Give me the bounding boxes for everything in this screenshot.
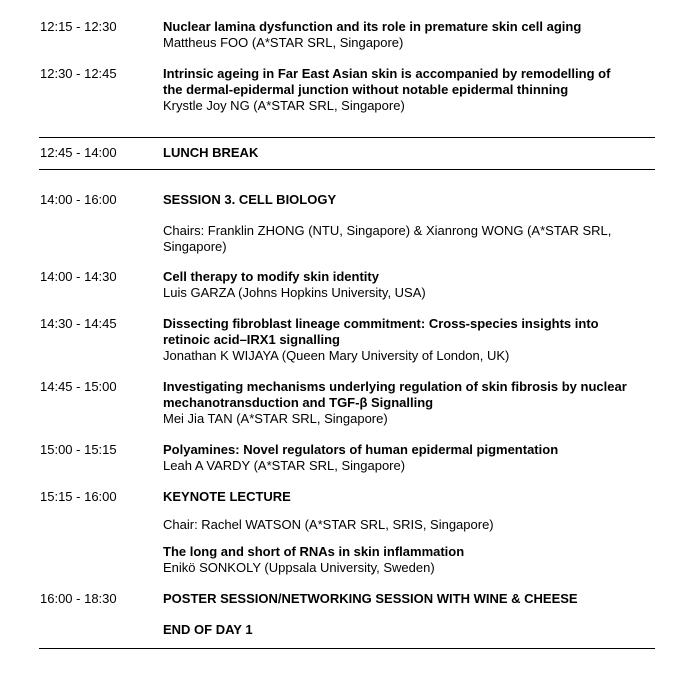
- session-chairs-line: Singapore): [163, 239, 227, 254]
- time-slot: 12:45 - 14:00: [40, 145, 117, 160]
- speaker: Luis GARZA (Johns Hopkins University, USA): [163, 285, 426, 300]
- talk-title: Cell therapy to modify skin identity: [163, 269, 379, 284]
- talk-title: Polyamines: Novel regulators of human epidermal pigmentation: [163, 442, 559, 457]
- section-divider: [39, 137, 655, 138]
- session-chairs-line: Chairs: Franklin ZHONG (NTU, Singapore) & Xianrong WONG (A*STAR SRL,: [163, 223, 612, 238]
- keynote-title: KEYNOTE LECTURE: [163, 489, 291, 504]
- time-slot: 14:00 - 14:30: [40, 269, 117, 284]
- time-slot: 15:15 - 16:00: [40, 489, 117, 504]
- talk-title-line: retinoic acid–IRX1 signalling: [163, 332, 340, 347]
- session-title: POSTER SESSION/NETWORKING SESSION WITH WINE & CHEESE: [163, 591, 578, 606]
- break-title: LUNCH BREAK: [163, 145, 259, 160]
- talk-title: Nuclear lamina dysfunction and its role in premature skin cell aging: [163, 19, 582, 34]
- time-slot: 14:45 - 15:00: [40, 379, 117, 394]
- speaker: Leah A VARDY (A*STAR SRL, Singapore): [163, 458, 406, 473]
- talk-title-line: Dissecting fibroblast lineage commitment: Cross-species insights into: [163, 316, 599, 331]
- talk-title-line: Investigating mechanisms underlying regulation of skin fibrosis by nuclear: [163, 379, 627, 394]
- talk-title-line: mechanotransduction and TGF-β Signalling: [163, 395, 434, 410]
- end-of-day-label: END OF DAY 1: [163, 622, 253, 637]
- time-slot: 15:00 - 15:15: [40, 442, 117, 457]
- talk-title-line: Intrinsic ageing in Far East Asian skin is accompanied by remodelling of: [163, 66, 611, 81]
- speaker: Mattheus FOO (A*STAR SRL, Singapore): [163, 35, 404, 50]
- time-slot: 14:30 - 14:45: [40, 316, 117, 331]
- session-title: SESSION 3. CELL BIOLOGY: [163, 192, 337, 207]
- speaker: Krystle Joy NG (A*STAR SRL, Singapore): [163, 98, 405, 113]
- time-slot: 14:00 - 16:00: [40, 192, 117, 207]
- talk-title-line: the dermal-epidermal junction without notable epidermal thinning: [163, 82, 569, 97]
- talk-title: The long and short of RNAs in skin inflammation: [163, 544, 465, 559]
- time-slot: 12:15 - 12:30: [40, 19, 117, 34]
- section-divider: [39, 169, 655, 170]
- speaker: Jonathan K WIJAYA (Queen Mary University of London, UK): [163, 348, 510, 363]
- speaker: Mei Jia TAN (A*STAR SRL, Singapore): [163, 411, 388, 426]
- time-slot: 12:30 - 12:45: [40, 66, 117, 81]
- section-divider: [39, 648, 655, 649]
- time-slot: 16:00 - 18:30: [40, 591, 117, 606]
- speaker: Enikö SONKOLY (Uppsala University, Sweden): [163, 560, 435, 575]
- keynote-chair: Chair: Rachel WATSON (A*STAR SRL, SRIS, Singapore): [163, 517, 494, 532]
